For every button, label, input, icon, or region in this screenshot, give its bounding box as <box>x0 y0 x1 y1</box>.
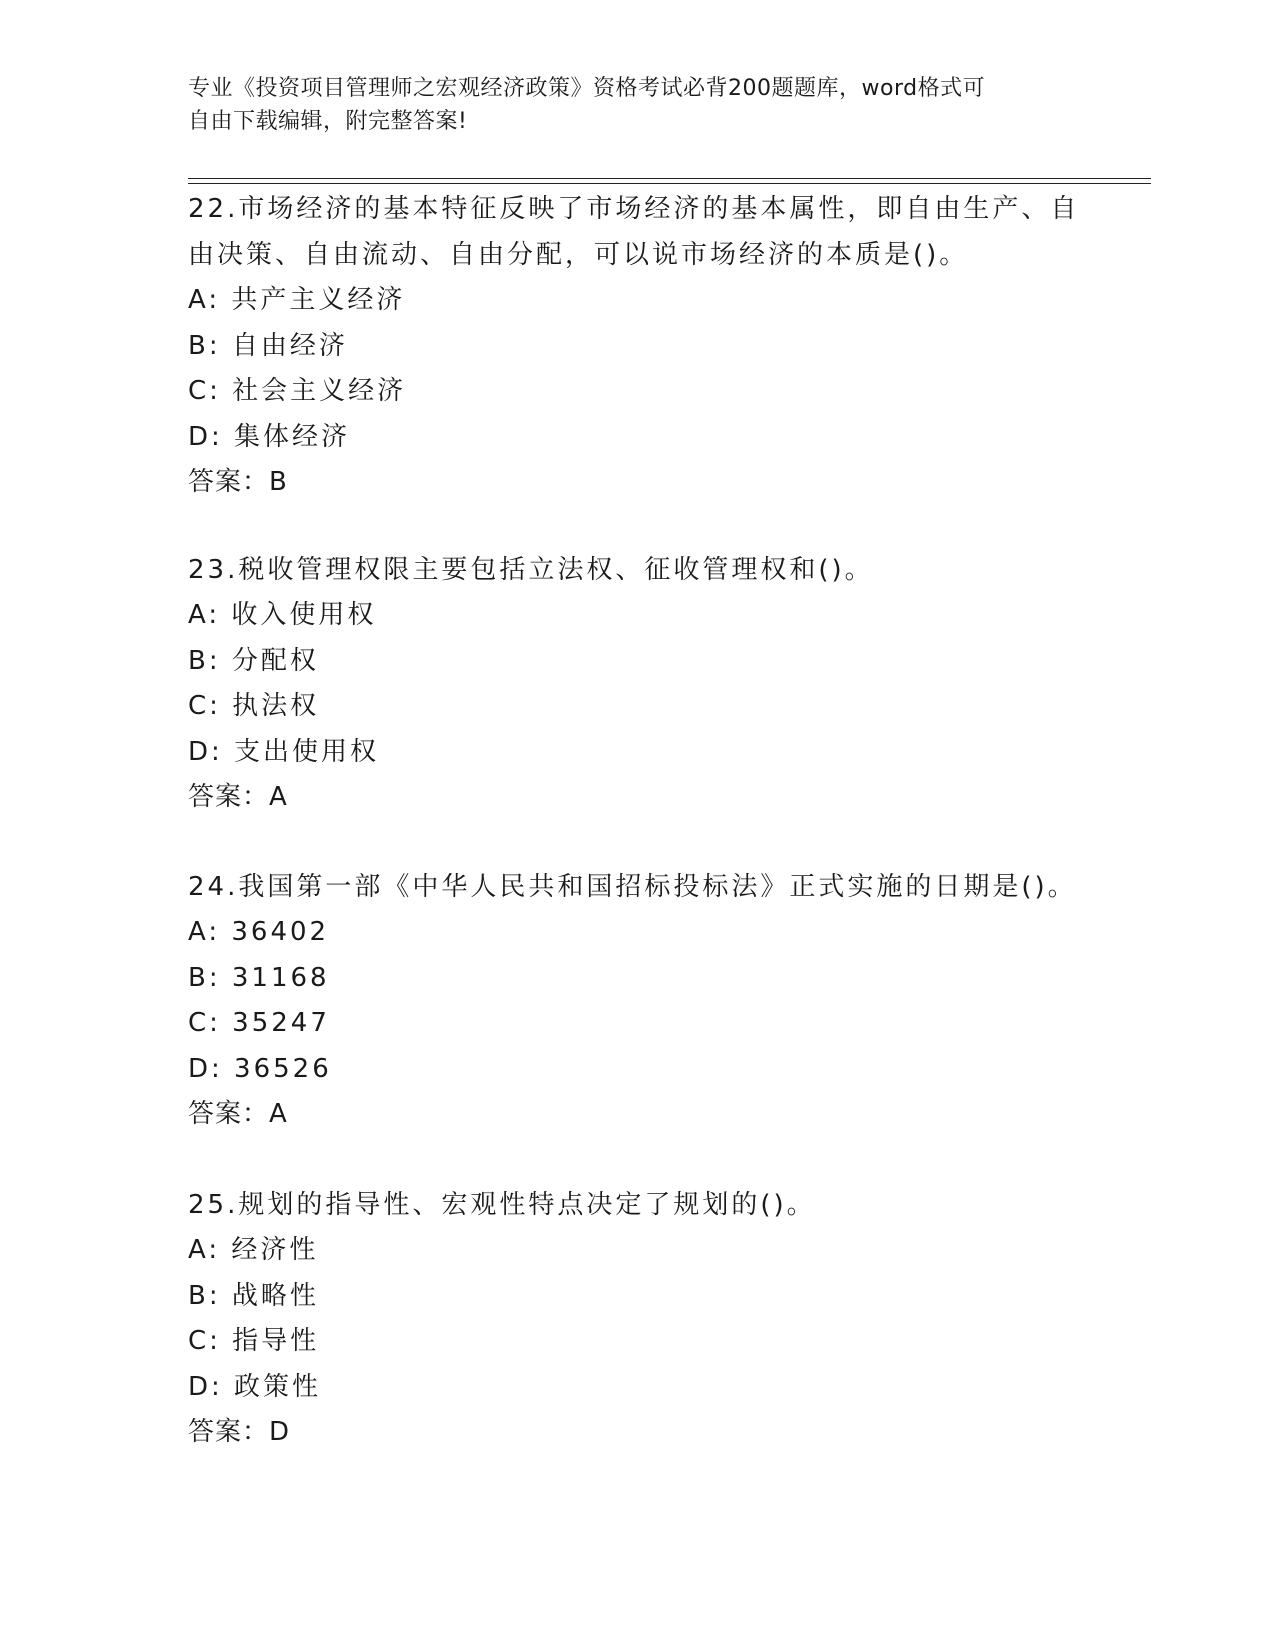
header-line-2: 自由下载编辑，附完整答案! <box>188 109 468 134</box>
option-d: D: 政策性 <box>188 1371 322 1402</box>
answer: 答案：A <box>188 782 288 812</box>
option-c: C: 指导性 <box>188 1326 320 1356</box>
question-stem-line-2: 由决策、自由流动、自由分配，可以说市场经济的本质是()。 <box>188 240 969 270</box>
option-a: A: 收入使用权 <box>188 600 377 630</box>
option-d: D: 36526 <box>188 1053 332 1084</box>
question-stem-line-1: 22.市场经济的基本特征反映了市场经济的基本属性，即自由生产、自 <box>188 194 1080 224</box>
option-b: B: 分配权 <box>188 645 319 676</box>
option-b: B: 自由经济 <box>188 330 348 361</box>
option-d: D: 集体经济 <box>188 421 351 452</box>
option-b: B: 战略性 <box>188 1280 319 1311</box>
question-22 <box>188 186 1088 506</box>
answer: 答案：D <box>188 1417 291 1447</box>
question-stem-line-1: 24.我国第一部《中华人民共和国招标投标法》正式实施的日期是()。 <box>188 872 1077 902</box>
question-24 <box>188 864 1088 1138</box>
question-stem-line-1: 25.规划的指导性、宏观性特点决定了规划的()。 <box>188 1190 816 1220</box>
option-c: C: 35247 <box>188 1008 330 1038</box>
answer: 答案：A <box>188 1099 288 1129</box>
option-b: B: 31168 <box>188 962 330 993</box>
header-divider-bottom <box>188 183 1151 184</box>
document-header <box>188 72 1068 138</box>
answer: 答案：B <box>188 467 288 497</box>
header-line-1: 专业《投资项目管理师之宏观经济政策》资格考试必背200题题库，word格式可 <box>188 76 986 101</box>
option-a: A: 共产主义经济 <box>188 285 406 315</box>
option-d: D: 支出使用权 <box>188 736 380 767</box>
question-25 <box>188 1182 1088 1456</box>
header-divider-top <box>188 178 1151 179</box>
option-a: A: 经济性 <box>188 1235 319 1265</box>
option-c: C: 社会主义经济 <box>188 376 407 406</box>
option-c: C: 执法权 <box>188 691 320 721</box>
question-stem-line-1: 23.税收管理权限主要包括立法权、征收管理权和()。 <box>188 555 874 585</box>
question-23 <box>188 547 1088 821</box>
option-a: A: 36402 <box>188 917 330 947</box>
